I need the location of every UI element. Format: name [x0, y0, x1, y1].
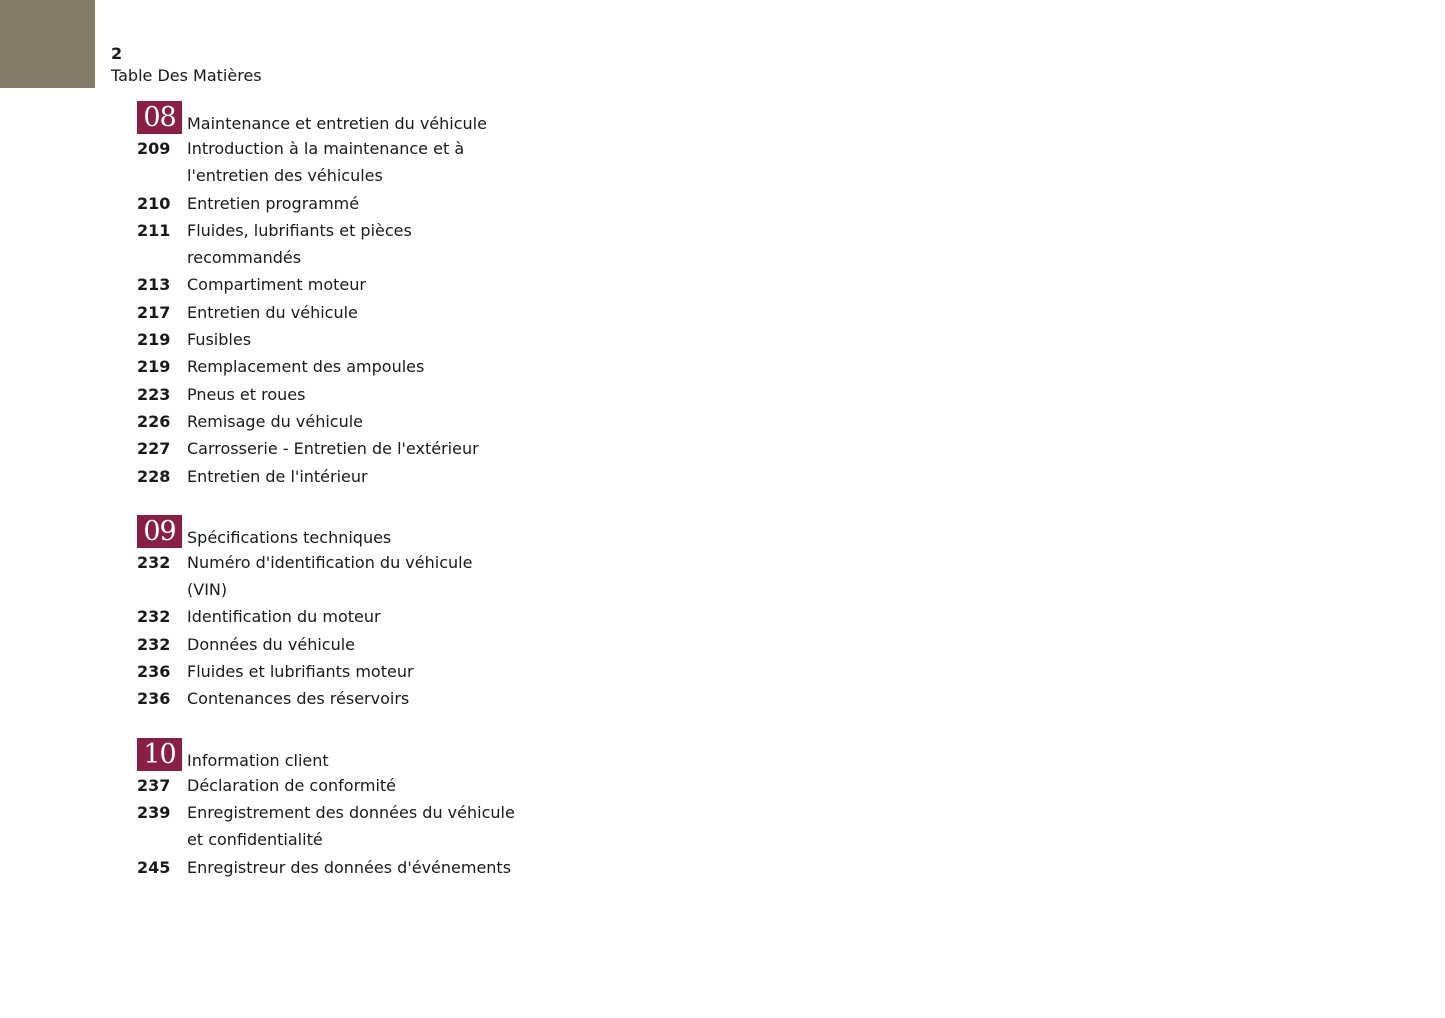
toc-entry[interactable] [137, 353, 557, 380]
entry-title [187, 685, 517, 712]
entry-line: Introduction à la maintenance et à [187, 139, 465, 158]
entry-page-number: 211 [137, 220, 171, 240]
entry-line: Déclaration de conformité [187, 775, 397, 795]
entry-line: (VIN) [187, 580, 228, 600]
toc-entry[interactable] [137, 463, 557, 490]
entry-line: Entretien du véhicule [187, 302, 358, 322]
entry-title [187, 299, 517, 326]
entry-page-number: 236 [137, 662, 171, 682]
entry-line: Enregistreur des données d'événements [187, 857, 512, 877]
entry-line: l'entretien des véhicules [187, 166, 383, 186]
entry-list [137, 772, 557, 881]
toc-entry[interactable] [137, 435, 557, 462]
entry-line: Identification du moteur [187, 607, 381, 627]
entry-title [187, 854, 517, 881]
entry-line: Fusibles [187, 330, 252, 350]
entry-line: Entretien de l'intérieur [187, 466, 368, 486]
toc-entry[interactable] [137, 326, 557, 353]
entry-page-number: 219 [137, 357, 171, 377]
entry-title [187, 658, 517, 685]
entry-title [187, 772, 517, 799]
section-title[interactable]: Information client [187, 750, 329, 770]
corner-color-block [0, 0, 95, 88]
entry-page-number: 210 [137, 193, 171, 213]
entry-page-number: 232 [137, 634, 171, 654]
toc-section-09 [137, 515, 557, 713]
chapter-badge: 10 [137, 738, 182, 771]
entry-page-number: 228 [137, 466, 171, 486]
chapter-badge: 09 [137, 515, 182, 548]
entry-page-number: 232 [137, 607, 171, 627]
entry-line: Remisage du véhicule [187, 411, 364, 431]
entry-line: Remplacement des ampoules [187, 357, 425, 377]
entry-page-number: 223 [137, 384, 171, 404]
entry-page-number: 236 [137, 689, 171, 709]
toc-entry[interactable] [137, 772, 557, 799]
entry-title [187, 135, 517, 190]
entry-title [187, 435, 517, 462]
toc-entry[interactable] [137, 685, 557, 712]
table-of-contents [137, 101, 557, 906]
entry-title [187, 603, 517, 630]
page-title: Table Des Matières [111, 66, 262, 85]
entry-page-number: 237 [137, 775, 171, 795]
entry-list [137, 135, 557, 490]
entry-line: Contenances des réservoirs [187, 689, 410, 709]
entry-title [187, 353, 517, 380]
entry-page-number: 232 [137, 552, 171, 572]
entry-line: recommandés [187, 248, 302, 268]
toc-section-10 [137, 738, 557, 881]
entry-line: Enregistrement des données du véhicule [187, 802, 515, 822]
entry-title [187, 381, 517, 408]
entry-title [187, 190, 517, 217]
entry-line: et confidentialité [187, 830, 323, 850]
toc-entry[interactable] [137, 381, 557, 408]
toc-entry[interactable] [137, 549, 557, 604]
entry-title [187, 799, 517, 854]
entry-line: Compartiment moteur [187, 275, 366, 295]
entry-title [187, 271, 517, 298]
section-title[interactable]: Spécifications techniques [187, 527, 392, 547]
entry-line: Carrosserie - Entretien de l'extérieur [187, 439, 479, 459]
toc-entry[interactable] [137, 217, 557, 272]
entry-line: Fluides et lubrifiants moteur [187, 662, 414, 682]
entry-page-number: 217 [137, 302, 171, 322]
toc-section-08 [137, 101, 557, 490]
toc-entry[interactable] [137, 799, 557, 854]
entry-title [187, 326, 517, 353]
page-number: 2 [111, 44, 123, 63]
entry-page-number: 227 [137, 439, 171, 459]
toc-entry[interactable] [137, 135, 557, 190]
toc-entry[interactable] [137, 658, 557, 685]
entry-page-number: 239 [137, 802, 171, 822]
chapter-badge: 08 [137, 101, 182, 134]
entry-title [187, 463, 517, 490]
entry-line: Données du véhicule [187, 634, 356, 654]
entry-page-number: 213 [137, 275, 171, 295]
entry-page-number: 219 [137, 330, 171, 350]
toc-entry[interactable] [137, 299, 557, 326]
entry-page-number: 226 [137, 411, 171, 431]
toc-entry[interactable] [137, 603, 557, 630]
section-header [137, 515, 557, 549]
entry-title [187, 549, 517, 604]
entry-line: Numéro d'identification du véhicule [187, 552, 473, 572]
section-header [137, 101, 557, 135]
entry-line: Entretien programmé [187, 193, 360, 213]
toc-entry[interactable] [137, 408, 557, 435]
entry-title [187, 408, 517, 435]
toc-entry[interactable] [137, 190, 557, 217]
entry-page-number: 209 [137, 139, 171, 158]
section-title[interactable]: Maintenance et entretien du véhicule [187, 114, 487, 133]
entry-page-number: 245 [137, 857, 171, 877]
entry-title [187, 217, 517, 272]
entry-title [187, 631, 517, 658]
entry-line: Pneus et roues [187, 384, 306, 404]
toc-entry[interactable] [137, 854, 557, 881]
entry-list [137, 549, 557, 713]
section-header [137, 738, 557, 772]
toc-entry[interactable] [137, 631, 557, 658]
toc-entry[interactable] [137, 271, 557, 298]
entry-line: Fluides, lubrifiants et pièces [187, 220, 412, 240]
